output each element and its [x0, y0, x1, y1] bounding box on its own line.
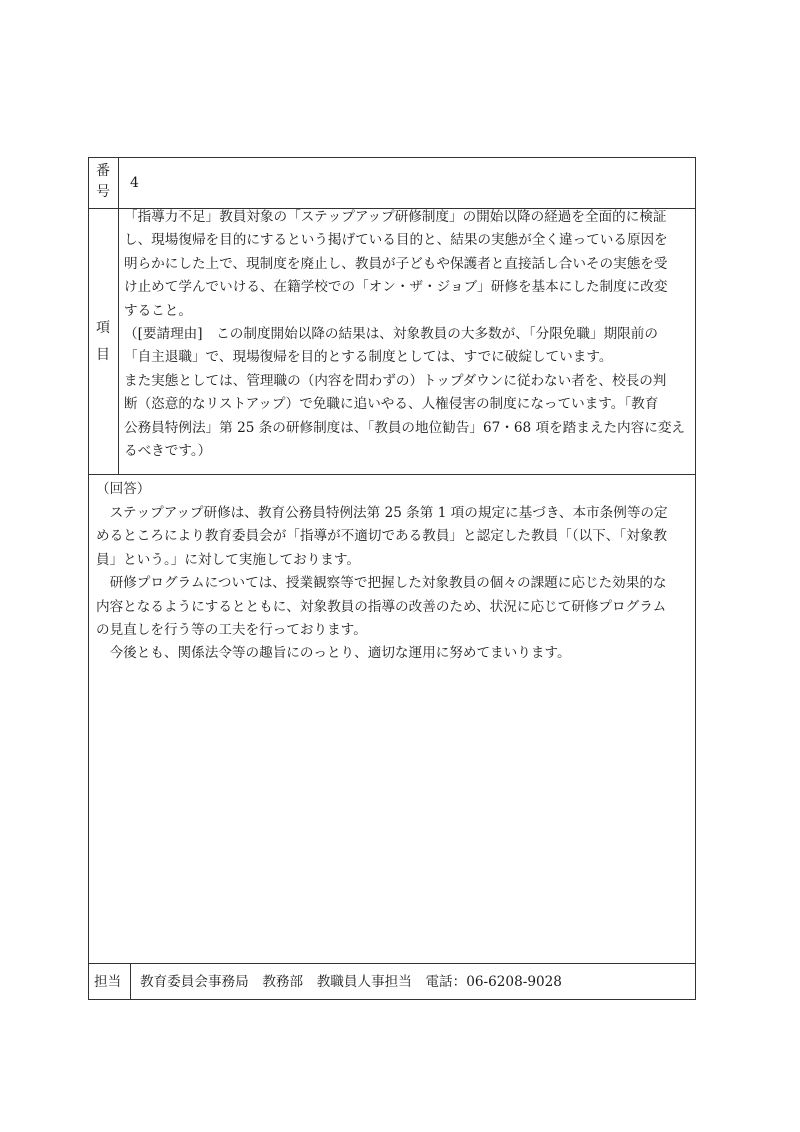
- table-border-left: [88, 157, 89, 1000]
- answer-line: 研修プログラムについては、授業観察等で把握した対象教員の個々の課題に応じた効果的な: [96, 575, 667, 592]
- item-label-char-2: 目: [96, 347, 110, 363]
- answer-text: [96, 502, 668, 666]
- item-line: 「指導力不足」教員対象の「ステップアップ研修制度」の開始以降の経過を全面的に検証: [124, 209, 667, 225]
- contact-label-divider: [130, 963, 131, 1000]
- label-column-divider: [118, 157, 119, 475]
- item-line: 公務員特例法」第 25 条の研修制度は、「教員の地位勧告」67・68 項を踏まえた内容に変え: [124, 419, 686, 436]
- answer-line: ステップアップ研修は、教育公務員特例法第 25 条第 1 項の規定に基づき、本市条例等の定: [96, 505, 668, 521]
- item-label-char-1: 項: [96, 320, 110, 336]
- number-label: [88, 161, 118, 203]
- item-line: るべきです。）: [124, 442, 212, 459]
- table-border-right: [695, 157, 696, 1000]
- table-border-top: [88, 157, 696, 158]
- table-border-bottom: [88, 999, 696, 1000]
- item-line: すること。: [124, 302, 192, 319]
- answer-line: めるところにより教育委員会が「指導が不適切である教員」と認定した教員「（以下、「対象教: [96, 528, 667, 545]
- answer-line: 今後とも、関係法令等の趣旨にのっとり、適切な運用に努めてまいります。: [96, 645, 571, 662]
- answer-line: 内容となるようにするとともに、対象教員の指導の改善のため、状況に応じて研修プログラム: [96, 598, 667, 615]
- item-line: し、現場復帰を目的にするという掲げている目的と、結果の実態が全く違っている原因を: [124, 232, 668, 249]
- item-line: また実態としては、管理職の（内容を問わずの）トップダウンに従わない者を、校長の判: [124, 372, 667, 389]
- number-value: 4: [130, 175, 139, 191]
- item-text: [124, 206, 685, 463]
- contact-label: 担当: [94, 974, 122, 990]
- row-divider-item: [88, 474, 696, 475]
- answer-heading: （回答）: [96, 481, 151, 497]
- item-line: 明らかにした上で、現制度を廃止し、教員が子どもや保護者と直接話し合いその実態を受: [124, 255, 668, 272]
- item-line: 断（恣意的なリストアップ）で免職に追いやる、人権侵害の制度になっています。「教育: [124, 396, 659, 413]
- item-label: [88, 318, 118, 366]
- answer-line: 員」という。」に対して実施しております。: [96, 551, 360, 568]
- item-line: 「自主退職」で、現場復帰を目的とする制度としては、すでに破綻しています。: [124, 349, 613, 366]
- number-label-char-2: 号: [96, 184, 110, 200]
- item-line: （[要請理由] この制度開始以降の結果は、対象教員の大多数が、「分限免職」期限前の: [124, 325, 658, 342]
- row-divider-answer: [88, 963, 696, 964]
- item-line: け止めて学んでいける、在籍学校での「オン・ザ・ジョブ」研修を基本にした制度に改変: [124, 279, 668, 296]
- answer-line: の見直しを行う等の工夫を行っております。: [96, 621, 367, 638]
- number-label-char-1: 番: [96, 163, 110, 179]
- contact-text: 教育委員会事務局 教務部 教職員人事担当 電話：06-6208-9028: [140, 974, 562, 990]
